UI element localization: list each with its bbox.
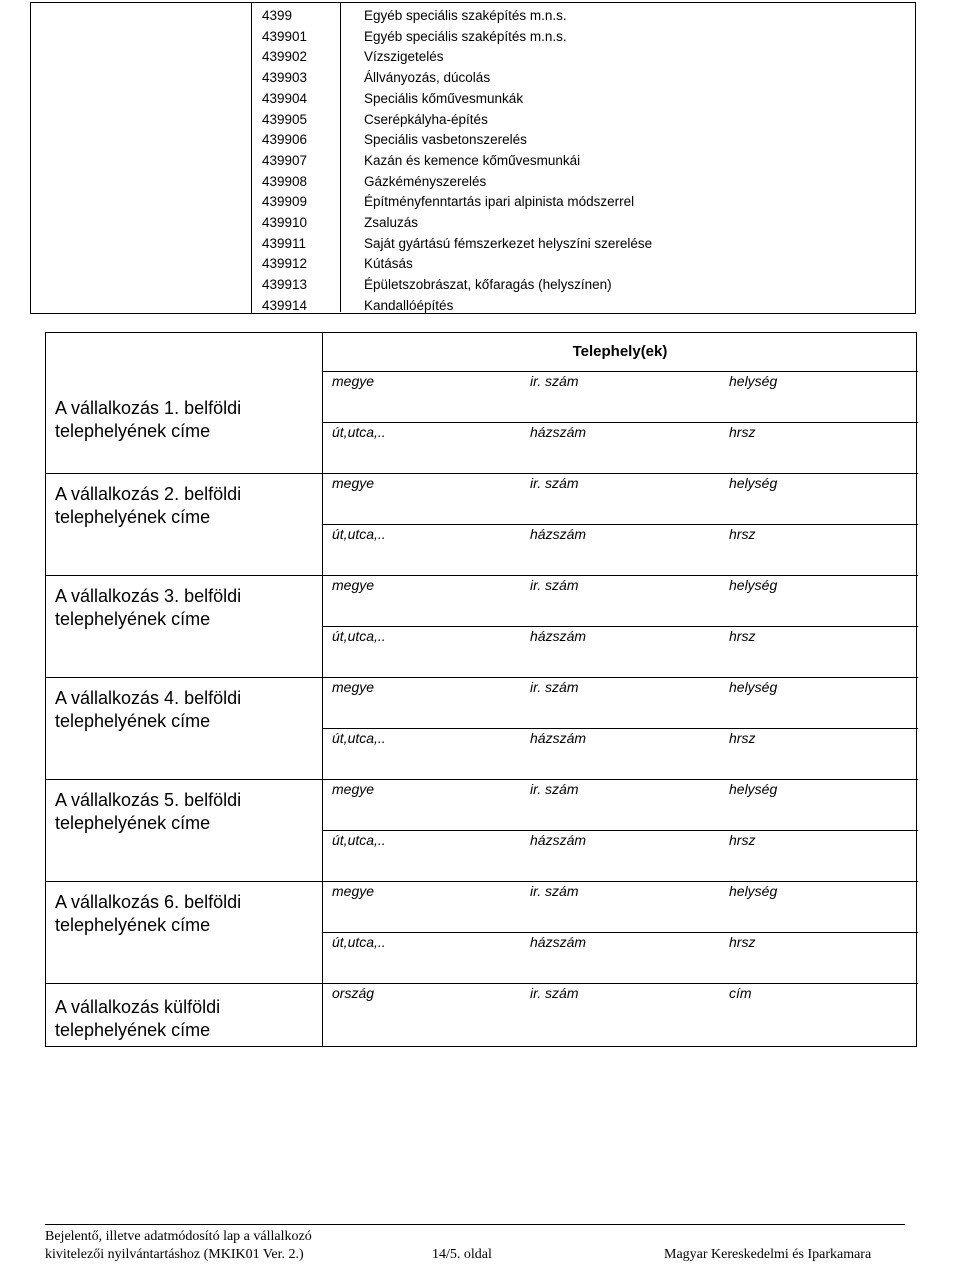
field-helyseg: helység [729, 679, 778, 695]
field-hrsz: hrsz [729, 730, 756, 746]
code-description: Állványozás, dúcolás [364, 70, 491, 86]
code-number: 439905 [262, 111, 308, 127]
field-irszam: ir. szám [530, 781, 579, 797]
field-irszam: ir. szám [530, 475, 579, 491]
field-hrsz: hrsz [729, 832, 756, 848]
field-row-divider [322, 524, 918, 525]
site-label-line1: A vállalkozás 2. belföldi [55, 484, 242, 504]
field-helyseg: helység [729, 781, 778, 797]
code-number: 439909 [262, 194, 308, 210]
code-number: 439907 [262, 152, 308, 168]
code-row [252, 27, 912, 47]
code-row [252, 234, 912, 254]
field-hazszam: házszám [530, 628, 587, 644]
site-label-line2: telephelyének címe [55, 609, 211, 629]
site-label-line2: telephelyének címe [55, 421, 211, 441]
row-divider [46, 575, 918, 576]
field-utca: út,utca,.. [332, 730, 386, 746]
field-row-divider [322, 626, 918, 627]
field-row-divider [322, 932, 918, 933]
code-description: Speciális kőművesmunkák [364, 90, 524, 106]
code-list-table [30, 2, 916, 314]
site-label-line1: A vállalkozás 1. belföldi [55, 398, 242, 418]
foreign-label-line2: telephelyének címe [55, 1020, 211, 1040]
code-description: Kútásás [364, 256, 413, 272]
footer-rule [45, 1224, 905, 1225]
code-row [252, 151, 912, 171]
field-hazszam: házszám [530, 934, 587, 950]
field-megye: megye [332, 475, 375, 491]
footer-organization: Magyar Kereskedelmi és Iparkamara [664, 1247, 872, 1262]
site-label-line1: A vállalkozás 6. belföldi [55, 892, 242, 912]
field-hazszam: házszám [530, 832, 587, 848]
field-megye: megye [332, 373, 375, 389]
site-label-line1: A vállalkozás 3. belföldi [55, 586, 242, 606]
field-row-divider [322, 830, 918, 831]
footer-page-number: 14/5. oldal [432, 1247, 492, 1262]
field-utca: út,utca,.. [332, 424, 386, 440]
code-row [252, 275, 912, 295]
field-utca: út,utca,.. [332, 526, 386, 542]
field-hrsz: hrsz [729, 628, 756, 644]
code-number: 439908 [262, 173, 308, 189]
code-row [252, 130, 912, 150]
code-row [252, 89, 912, 109]
field-hrsz: hrsz [729, 934, 756, 950]
field-utca: út,utca,.. [332, 832, 386, 848]
field-irszam: ir. szám [530, 577, 579, 593]
telephely-column-divider [322, 333, 323, 1046]
field-utca: út,utca,.. [332, 628, 386, 644]
code-description: Építményfenntartás ipari alpinista módszerrel [364, 194, 635, 210]
code-number: 439911 [262, 235, 307, 251]
footer-line1: Bejelentő, illetve adatmódosító lap a vállalkozó [45, 1229, 312, 1244]
code-description: Vízszigetelés [364, 49, 444, 65]
code-row [252, 296, 912, 316]
field-hrsz: hrsz [729, 424, 756, 440]
site-label-line1: A vállalkozás 5. belföldi [55, 790, 242, 810]
code-number: 439906 [262, 132, 308, 148]
code-number: 439902 [262, 49, 308, 65]
title-divider [322, 371, 918, 372]
field-hazszam: házszám [530, 526, 587, 542]
code-row [252, 254, 912, 274]
code-row [252, 110, 912, 130]
site-label-line2: telephelyének címe [55, 915, 211, 935]
code-description: Egyéb speciális szaképítés m.n.s. [364, 8, 567, 23]
code-description: Kazán és kemence kőművesmunkái [364, 152, 581, 168]
code-list-inner [251, 2, 917, 314]
row-divider [46, 779, 918, 780]
footer-line2: kivitelezői nyilvántartáshoz (MKIK01 Ver. 2.) [45, 1247, 304, 1262]
field-megye: megye [332, 679, 375, 695]
code-description: Egyéb speciális szaképítés m.n.s. [364, 28, 567, 44]
code-row [252, 213, 912, 233]
field-hazszam: házszám [530, 730, 587, 746]
code-description: Speciális vasbetonszerelés [364, 132, 527, 148]
field-megye: megye [332, 883, 375, 899]
site-label-line2: telephelyének címe [55, 507, 211, 527]
code-number: 439901 [262, 28, 308, 44]
row-divider [46, 677, 918, 678]
field-row-divider [322, 422, 918, 423]
field-row-divider [322, 728, 918, 729]
telephely-title: Telephely(ek) [572, 343, 668, 360]
code-row [252, 192, 912, 212]
site-label-line1: A vállalkozás 4. belföldi [55, 688, 242, 708]
row-divider [46, 983, 918, 984]
site-label-line2: telephelyének címe [55, 711, 211, 731]
field-irszam: ir. szám [530, 373, 579, 389]
field-irszam: ir. szám [530, 883, 579, 899]
field-orszag: ország [332, 985, 375, 1001]
code-number: 439912 [262, 256, 308, 272]
code-row [252, 172, 912, 192]
code-number: 439914 [262, 297, 308, 313]
code-description: Gázkéményszerelés [364, 173, 487, 189]
foreign-label-line1: A vállalkozás külföldi [55, 997, 221, 1017]
code-number: 439910 [262, 215, 308, 230]
field-irszam: ir. szám [530, 679, 579, 695]
code-number: 439913 [262, 277, 308, 293]
code-number: 439904 [262, 90, 308, 106]
field-megye: megye [332, 781, 375, 797]
telephely-table [45, 332, 917, 1047]
field-helyseg: helység [729, 475, 778, 491]
code-description: Saját gyártású fémszerkezet helyszíni szerelése [364, 235, 653, 251]
field-irszam: ir. szám [530, 985, 579, 1001]
code-row [252, 6, 912, 26]
code-number: 439903 [262, 70, 308, 86]
field-hazszam: házszám [530, 424, 587, 440]
code-description: Cserépkályha-építés [364, 111, 488, 127]
code-description: Kandallóépítés [364, 297, 454, 313]
field-cim: cím [729, 985, 752, 1001]
field-utca: út,utca,.. [332, 934, 386, 950]
row-divider [46, 473, 918, 474]
code-number: 4399 [262, 8, 293, 23]
field-megye: megye [332, 577, 375, 593]
field-helyseg: helység [729, 577, 778, 593]
code-row [252, 68, 912, 88]
field-hrsz: hrsz [729, 526, 756, 542]
code-row [252, 47, 912, 67]
site-label-line2: telephelyének címe [55, 813, 211, 833]
field-helyseg: helység [729, 883, 778, 899]
field-helyseg: helység [729, 373, 778, 389]
code-description: Zsaluzás [364, 215, 419, 230]
code-description: Épületszobrászat, kőfaragás (helyszínen) [364, 277, 612, 293]
row-divider [46, 881, 918, 882]
